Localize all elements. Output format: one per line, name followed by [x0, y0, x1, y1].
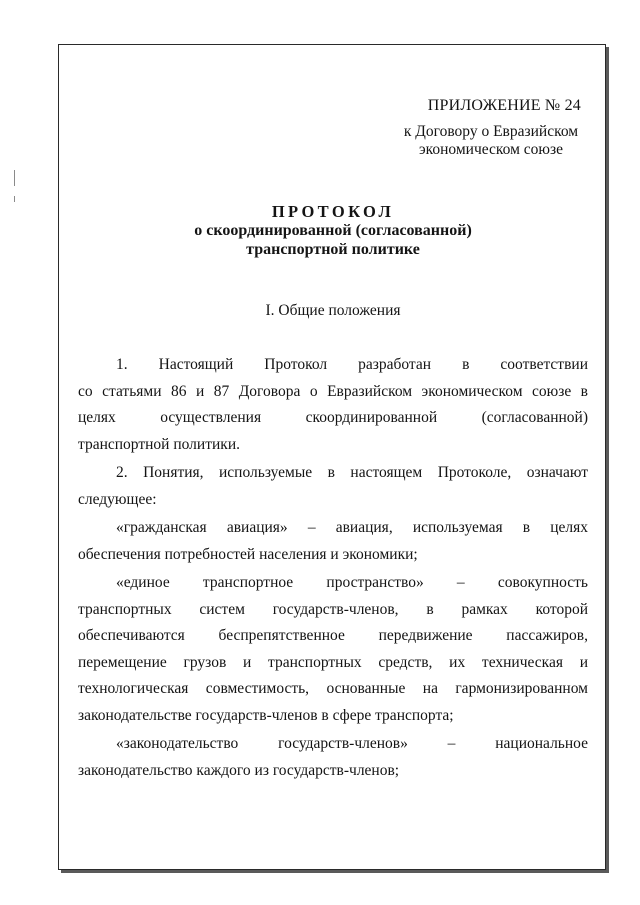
text-line: транспортных систем государств-членов, в рамках которой [78, 600, 588, 618]
document-subtitle-line: о скоординированной (согласованной) [194, 222, 472, 239]
text-line: следующее: [78, 490, 157, 508]
appendix-header [401, 97, 581, 159]
scan-mark [14, 170, 15, 186]
definition-civil-aviation [78, 515, 588, 568]
text-line: перемещение грузов и транспортных средств, их техническая и [78, 653, 588, 671]
text-line: технологическая совместимость, основанные на гармонизированном [78, 680, 588, 697]
text-line: «законодательство государств-членов» – национальное [116, 735, 588, 752]
appendix-subtitle-line: экономическом союзе [418, 141, 564, 158]
appendix-subtitle [401, 123, 581, 159]
text-line: со статьями 86 и 87 Договора о Евразийском экономическом союзе в [78, 382, 588, 400]
text-line: 1. Настоящий Протокол разработан в соответствии [116, 356, 588, 373]
text-line: целях осуществления скоординированной (согласованной) [78, 409, 588, 426]
document-title: ПРОТОКОЛ [271, 202, 395, 221]
definition-legislation [78, 731, 588, 784]
paragraph-2 [78, 460, 588, 513]
text-line: обеспечиваются беспрепятственное передвижение пассажиров, [78, 627, 588, 644]
scan-mark [14, 196, 15, 202]
text-line: законодательстве государств-членов в сфере транспорта; [78, 706, 454, 724]
text-line: 2. Понятия, используемые в настоящем Протоколе, означают [116, 464, 588, 481]
document-subtitle-line: транспортной политике [246, 241, 420, 258]
text-line: законодательство каждого из государств-членов; [78, 761, 400, 779]
appendix-title: ПРИЛОЖЕНИЕ № 24 [427, 97, 581, 114]
paragraph-1 [78, 352, 588, 458]
definition-transport-space [78, 570, 588, 729]
appendix-subtitle-line: к Договору о Евразийском [403, 123, 579, 140]
document-title-block [78, 202, 588, 259]
document-body [78, 352, 588, 784]
text-line: «гражданская авиация» – авиация, используемая в целях [116, 519, 588, 536]
text-line: «единое транспортное пространство» – совокупность [116, 574, 588, 591]
text-line: транспортной политики. [78, 435, 240, 453]
section-heading: I. Общие положения [265, 302, 401, 319]
text-line: обеспечения потребностей населения и экономики; [78, 545, 418, 563]
